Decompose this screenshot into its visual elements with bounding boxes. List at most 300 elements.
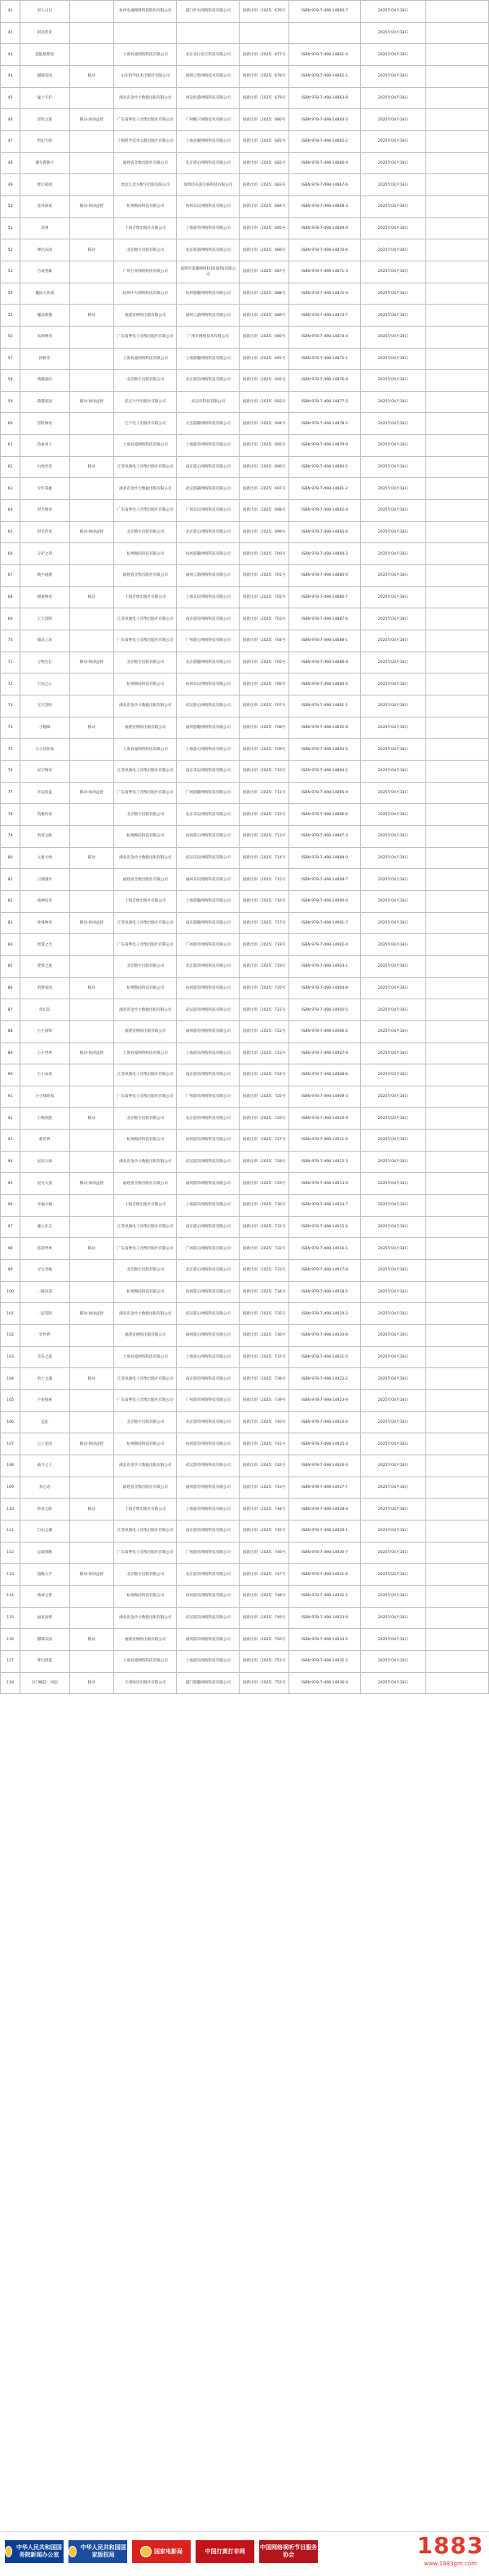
change-note-cell [425, 435, 488, 457]
game-type-cell: 移动 [69, 1238, 114, 1260]
publisher-cell: 广州万青网络科技有限公司 [114, 261, 177, 283]
operator-cell: 北京游乐网络科技有限公司 [177, 1564, 240, 1586]
operator-cell: 北京游奇网络科技有限公司 [177, 955, 240, 977]
operator-cell: 上海游奇网络科技有限公司 [177, 217, 240, 239]
approval-date-cell: 2025年04月18日 [361, 1064, 426, 1086]
isbn-number-cell: ISBN 978-7-498-14921-5 [289, 1346, 360, 1368]
isbn-number-cell: ISBN 978-7-498-14881-2 [289, 478, 360, 500]
row-number-cell: 50 [1, 195, 20, 217]
approval-number-cell: 国新出审〔2025〕738号 [240, 1368, 289, 1390]
row-number-cell: 103 [1, 1346, 20, 1368]
approval-date-cell: 2025年04月18日 [361, 999, 426, 1021]
row-number-cell: 62 [1, 456, 20, 478]
table-row [1, 1108, 489, 1130]
game-name-cell: 时光传说 [20, 521, 69, 543]
approval-date-cell: 2025年04月18日 [361, 44, 426, 66]
change-note-cell [425, 1260, 488, 1282]
row-number-cell: 61 [1, 435, 20, 457]
approval-date-cell: 2025年04月18日 [361, 217, 426, 239]
isbn-number-cell: ISBN 978-7-498-14873-7 [289, 305, 360, 327]
row-number-cell: 60 [1, 413, 20, 435]
game-type-cell [69, 565, 114, 587]
operator-cell: 北京乐玩网络科技有限公司 [177, 804, 240, 826]
change-note-cell [425, 109, 488, 131]
approval-number-cell: 国新出审〔2025〕717号 [240, 912, 289, 934]
approval-number-cell: 国新出审〔2025〕694号 [240, 413, 289, 435]
approval-number-cell: 国新出审〔2025〕701号 [240, 565, 289, 587]
game-name-cell: 魔法师猫 [20, 305, 69, 327]
approval-number-cell: 国新出审〔2025〕734号 [240, 1281, 289, 1303]
approval-date-cell: 2025年04月18日 [361, 739, 426, 761]
game-name-cell: 冒险物语 [20, 413, 69, 435]
game-type-cell [69, 1, 114, 23]
approval-number-cell: 国新出审〔2025〕712号 [240, 804, 289, 826]
game-name-cell: 双人日记 [20, 1, 69, 23]
row-number-cell: 115 [1, 1607, 20, 1629]
row-number-cell: 67 [1, 565, 20, 587]
game-name-cell: 宗门崛起：风起 [20, 1672, 69, 1694]
publisher-cell: 杭州数码科技有限公司 [114, 825, 177, 847]
change-note-cell [425, 739, 488, 761]
game-name-cell: 阿达传奇 [20, 22, 69, 44]
row-number-cell: 81 [1, 869, 20, 891]
change-note-cell [425, 1064, 488, 1086]
game-type-cell [69, 955, 114, 977]
approval-date-cell: 2025年04月18日 [361, 87, 426, 109]
video-service-logo[interactable]: 中国网络视听节目服务协会 [259, 2540, 318, 2563]
game-name-cell: 魔法大作战 [20, 283, 69, 305]
row-number-cell: 93 [1, 1130, 20, 1152]
change-note-cell [425, 717, 488, 739]
change-note-cell [425, 1520, 488, 1542]
table-row [1, 1607, 489, 1629]
publisher-cell: 江苏凤凰电子音像出版社有限公司 [114, 912, 177, 934]
change-note-cell [425, 847, 488, 869]
row-number-cell: 59 [1, 391, 20, 413]
operator-cell: 福州游奇网络科技有限公司 [177, 1477, 240, 1499]
table-row [1, 1020, 489, 1042]
approval-date-cell: 2025年04月18日 [361, 1195, 426, 1217]
table-row [1, 955, 489, 977]
row-number-cell: 116 [1, 1629, 20, 1651]
approval-date-cell: 2025年04月18日 [361, 1585, 426, 1607]
table-row [1, 847, 489, 869]
game-name-cell: 福星高照 [20, 1607, 69, 1629]
isbn-number-cell: ISBN 978-7-498-14871-3 [289, 261, 360, 283]
publisher-cell: 北京数字出版有限公司 [114, 370, 177, 392]
publisher-cell: 杭州电魂网络科技股份有限公司 [114, 1, 177, 23]
approval-number-cell: 国新出审〔2025〕693号 [240, 391, 289, 413]
row-number-cell: 113 [1, 1564, 20, 1586]
anti-pornography-logo[interactable]: 中国打黄打非网 [196, 2540, 254, 2563]
table-row [1, 1629, 489, 1651]
operator-cell: 福州云游网络科技有限公司 [177, 565, 240, 587]
table-row [1, 1151, 489, 1173]
game-type-cell: 移动 [69, 305, 114, 327]
approval-date-cell: 2025年04月18日 [361, 152, 426, 174]
game-type-cell [69, 130, 114, 152]
row-number-cell: 65 [1, 521, 20, 543]
approval-number-cell: 国新出审〔2025〕684号 [240, 195, 289, 217]
row-number-cell: 51 [1, 217, 20, 239]
game-type-cell [69, 1086, 114, 1108]
operator-cell: 北京游心网络科技有限公司 [177, 152, 240, 174]
table-row [1, 1542, 489, 1564]
operator-cell: 上海游趣网络科技有限公司 [177, 348, 240, 370]
row-number-cell: 72 [1, 674, 20, 696]
game-type-cell: 移动 [69, 65, 114, 87]
approval-number-cell: 国新出审〔2025〕739号 [240, 1390, 289, 1412]
site-brand-logo[interactable] [412, 2532, 489, 2576]
approval-date-cell: 2025年04月18日 [361, 1672, 426, 1694]
isbn-number-cell: ISBN 978-7-498-14904-8 [289, 977, 360, 999]
approval-date-cell: 2025年04月18日 [361, 1042, 426, 1064]
approval-date-cell: 2025年04月18日 [361, 782, 426, 804]
approval-number-cell: 国新出审〔2025〕703号 [240, 608, 289, 630]
table-row [1, 283, 489, 305]
operator-cell: 广州乐玩网络科技有限公司 [177, 500, 240, 522]
isbn-number-cell: ISBN 978-7-498-14899-7 [289, 869, 360, 891]
publisher-cell: 福建省音像出版社有限公司 [114, 1173, 177, 1195]
operator-cell: 杭州游心网络科技有限公司 [177, 825, 240, 847]
approval-date-cell: 2025年04月18日 [361, 1499, 426, 1521]
isbn-number-cell: ISBN 978-7-498-14925-3 [289, 1433, 360, 1455]
change-note-cell [425, 869, 488, 891]
game-type-cell: 移动 [69, 1499, 114, 1521]
table-row [1, 565, 489, 587]
publisher-cell: 江苏凤凰电子音像出版社有限公司 [114, 1368, 177, 1390]
change-note-cell [425, 1650, 488, 1672]
approval-date-cell: 2025年04月18日 [361, 912, 426, 934]
operator-cell: 北京游心网络科技有限公司 [177, 521, 240, 543]
game-type-cell [69, 934, 114, 956]
change-note-cell [425, 1672, 488, 1694]
table-row [1, 1520, 489, 1542]
table-row [1, 782, 489, 804]
approval-date-cell: 2025年04月18日 [361, 391, 426, 413]
table-row [1, 674, 489, 696]
approval-number-cell: 国新出审〔2025〕749号 [240, 1607, 289, 1629]
row-number-cell: 107 [1, 1433, 20, 1455]
approval-number-cell: 国新出审〔2025〕729号 [240, 1173, 289, 1195]
publisher-cell: 江苏凤凰电子音像出版社有限公司 [114, 1064, 177, 1086]
operator-cell: 大连游趣网络科技有限公司 [177, 413, 240, 435]
isbn-number-cell: ISBN 978-7-498-14935-2 [289, 1650, 360, 1672]
table-row [1, 696, 489, 718]
operator-cell: 北京游乐网络科技有限公司 [177, 370, 240, 392]
isbn-number-cell: ISBN 978-7-498-14923-9 [289, 1390, 360, 1412]
table-row [1, 630, 489, 652]
publisher-cell: 广东南粤电子音像出版社有限公司 [114, 934, 177, 956]
approval-date-cell: 2025年04月18日 [361, 760, 426, 782]
isbn-number-cell: ISBN 978-7-498-14890-4 [289, 674, 360, 696]
game-name-cell: 清州 [20, 217, 69, 239]
table-row [1, 305, 489, 327]
game-name-cell: 雄心壮志 [20, 1216, 69, 1238]
approval-number-cell: 国新出审〔2025〕677号 [240, 44, 289, 66]
isbn-number-cell: ISBN 978-7-498-14920-8 [289, 1325, 360, 1347]
game-name-cell: 一起冒险 [20, 1303, 69, 1325]
game-type-cell [69, 174, 114, 196]
operator-cell: 广州游奇网络科技有限公司 [177, 1390, 240, 1412]
row-number-cell: 75 [1, 739, 20, 761]
approval-number-cell: 国新出审〔2025〕697号 [240, 478, 289, 500]
approval-date-cell: 2025年04月18日 [361, 1520, 426, 1542]
table-row [1, 326, 489, 348]
operator-cell: 南京游趣网络科技有限公司 [177, 912, 240, 934]
approval-number-cell: 国新出审〔2025〕748号 [240, 1585, 289, 1607]
game-name-cell: 贵妃大师 [20, 130, 69, 152]
operator-cell: 上海游心网络科技有限公司 [177, 1346, 240, 1368]
isbn-number-cell: ISBN 978-7-498-14882-9 [289, 500, 360, 522]
approval-number-cell: 国新出审〔2025〕752号 [240, 1672, 289, 1694]
approval-date-cell: 2025年04月18日 [361, 435, 426, 457]
row-number-cell: 79 [1, 825, 20, 847]
operator-cell: 武汉游心网络科技有限公司 [177, 696, 240, 718]
operator-cell: 杭州游心网络科技有限公司 [177, 1281, 240, 1303]
table-row [1, 130, 489, 152]
isbn-number-cell: ISBN 978-7-498-14906-2 [289, 1020, 360, 1042]
approval-date-cell: 2025年04月18日 [361, 1303, 426, 1325]
row-number-cell: 118 [1, 1672, 20, 1694]
approval-number-cell: 国新出审〔2025〕747号 [240, 1564, 289, 1586]
row-number-cell: 88 [1, 1020, 20, 1042]
change-note-cell [425, 1108, 488, 1130]
game-name-cell: 珍珠物语 [20, 912, 69, 934]
copyright-admin-logo[interactable]: 中华人民共和国国家版权局 [68, 2540, 127, 2563]
isbn-number-cell: ISBN 978-7-498-14885-0 [289, 565, 360, 587]
game-type-cell: 移动-休闲益智 [69, 1173, 114, 1195]
game-type-cell [69, 1195, 114, 1217]
row-number-cell: 42 [1, 22, 20, 44]
publisher-cell: 杭州数码科技有限公司 [114, 674, 177, 696]
operator-cell: 武汉游趣网络科技有限公司 [177, 478, 240, 500]
operator-cell: 南京乐玩网络科技有限公司 [177, 760, 240, 782]
game-name-cell: 山海异兽 [20, 456, 69, 478]
isbn-number-cell: ISBN 978-7-498-14918-5 [289, 1281, 360, 1303]
approval-number-cell: 国新出审〔2025〕740号 [240, 1411, 289, 1433]
table-row [1, 1390, 489, 1412]
isbn-number-cell: ISBN 978-7-498-14865-2 [289, 130, 360, 152]
approval-date-cell: 2025年04月18日 [361, 955, 426, 977]
row-number-cell: 55 [1, 305, 20, 327]
row-number-cell: 47 [1, 130, 20, 152]
isbn-number-cell: ISBN 978-7-498-14864-5 [289, 109, 360, 131]
operator-cell: 北京游心网络科技有限公司 [177, 1260, 240, 1282]
publisher-cell: 广东南粤电子音像出版社有限公司 [114, 1542, 177, 1564]
change-note-cell [425, 1325, 488, 1347]
game-name-cell: 猫咪乐园 [20, 1629, 69, 1651]
game-type-cell [69, 696, 114, 718]
change-note-cell [425, 934, 488, 956]
table-row [1, 1086, 489, 1108]
table-row [1, 391, 489, 413]
change-note-cell [425, 782, 488, 804]
change-note-cell [425, 305, 488, 327]
approval-date-cell: 2025年04月18日 [361, 869, 426, 891]
game-name-cell: 合成英雄 [20, 261, 69, 283]
publisher-cell: 北京数字出版有限公司 [114, 1411, 177, 1433]
approval-date-cell: 2025年04月18日 [361, 456, 426, 478]
game-type-cell: 移动-休闲益智 [69, 109, 114, 131]
game-name-cell: 音乐之旅 [20, 1346, 69, 1368]
change-note-cell [425, 1130, 488, 1152]
table-row [1, 44, 489, 66]
isbn-number-cell: ISBN 978-7-498-14928-4 [289, 1499, 360, 1521]
game-name-cell: 自由之翼 [20, 1520, 69, 1542]
isbn-number-cell: ISBN 978-7-498-14875-1 [289, 348, 360, 370]
approval-number-cell: 国新出审〔2025〕750号 [240, 1629, 289, 1651]
game-type-cell [69, 261, 114, 283]
approval-date-cell: 2025年04月18日 [361, 1368, 426, 1390]
table-row [1, 608, 489, 630]
publisher-cell: 上海育凌网络科技有限公司 [114, 435, 177, 457]
operator-cell: 南京游心网络科技有限公司 [177, 456, 240, 478]
game-name-cell: 星空物语 [20, 760, 69, 782]
approval-number-cell: 国新出审〔2025〕683号 [240, 174, 289, 196]
publisher-cell: 北京数字出版有限公司 [114, 1260, 177, 1282]
table-row [1, 435, 489, 457]
approval-number-cell: 国新出审〔2025〕731号 [240, 1216, 289, 1238]
game-type-cell: 移动-休闲益智 [69, 195, 114, 217]
change-note-cell [425, 1564, 488, 1586]
table-row [1, 543, 489, 565]
film-admin-logo[interactable]: 国家电影局 [132, 2540, 191, 2563]
table-row [1, 217, 489, 239]
table-row [1, 174, 489, 196]
operator-cell: 南京游乐网络科技有限公司 [177, 1520, 240, 1542]
publisher-cell: 福建省网络出版有限公司 [114, 717, 177, 739]
change-note-cell [425, 261, 488, 283]
table-row [1, 478, 489, 500]
row-number-cell: 99 [1, 1260, 20, 1282]
table-row [1, 239, 489, 261]
isbn-number-cell: ISBN 978-7-498-14903-1 [289, 955, 360, 977]
isbn-number-cell: ISBN 978-7-498-14908-6 [289, 1064, 360, 1086]
approval-number-cell: 国新出审〔2025〕726号 [240, 1108, 289, 1130]
game-name-cell: 勇士之魂 [20, 1368, 69, 1390]
game-name-cell: 小猫咪 [20, 717, 69, 739]
game-name-cell: 守护之剑 [20, 543, 69, 565]
change-note-cell [425, 696, 488, 718]
publisher-cell: 湖北省金沙大数据出版有限公司 [114, 1303, 177, 1325]
approval-number-cell: 国新出审〔2025〕699号 [240, 521, 289, 543]
game-type-cell [69, 1020, 114, 1042]
publisher-cell: 北京数字出版有限公司 [114, 652, 177, 674]
publisher-cell: 上海育凌网络科技有限公司 [114, 1346, 177, 1368]
game-type-cell [69, 999, 114, 1021]
game-name-cell: 宇宙探索 [20, 1390, 69, 1412]
row-number-cell: 57 [1, 348, 20, 370]
game-name-cell: 幸福小镇 [20, 1195, 69, 1217]
operator-cell: 武汉游心网络科技有限公司 [177, 1303, 240, 1325]
isbn-number-cell: ISBN 978-7-498-14887-4 [289, 608, 360, 630]
row-number-cell: 108 [1, 1455, 20, 1477]
row-number-cell: 85 [1, 955, 20, 977]
table-row [1, 739, 489, 761]
isbn-number-cell: ISBN 978-7-498-14907-9 [289, 1042, 360, 1064]
game-name-cell: 星光大道 [20, 1173, 69, 1195]
game-type-cell [69, 1585, 114, 1607]
operator-cell: 南京游奇网络科技有限公司 [177, 1368, 240, 1390]
approval-number-cell: 国新出审〔2025〕725号 [240, 1086, 289, 1108]
approval-date-cell: 2025年04月18日 [361, 500, 426, 522]
change-note-cell [425, 239, 488, 261]
approval-number-cell: 国新出审〔2025〕686号 [240, 239, 289, 261]
game-type-cell [69, 478, 114, 500]
row-number-cell: 97 [1, 1216, 20, 1238]
isbn-number-cell: ISBN 978-7-498-14894-2 [289, 760, 360, 782]
change-note-cell [425, 500, 488, 522]
game-name-cell: 云上花园 [20, 1433, 69, 1455]
table-row [1, 109, 489, 131]
row-number-cell: 41 [1, 1, 20, 23]
row-number-cell: 105 [1, 1390, 20, 1412]
game-type-cell: 移动 [69, 1368, 114, 1390]
isbn-number-cell: ISBN 978-7-498-14866-9 [289, 152, 360, 174]
operator-cell [177, 22, 240, 44]
approval-date-cell: 2025年04月18日 [361, 370, 426, 392]
change-note-cell [425, 370, 488, 392]
publisher-cell: 上海育凌网络科技有限公司 [114, 1650, 177, 1672]
publisher-cell: 杭州数码科技有限公司 [114, 1281, 177, 1303]
approval-number-cell: 国新出审〔2025〕713号 [240, 825, 289, 847]
publisher-cell: 上海音像出版社有限公司 [114, 1195, 177, 1217]
approval-number-cell: 国新出审〔2025〕751号 [240, 1650, 289, 1672]
operator-cell: 武汉游乐网络科技有限公司 [177, 1607, 240, 1629]
isbn-number-cell: ISBN 978-7-498-14893-5 [289, 739, 360, 761]
change-note-cell [425, 1499, 488, 1521]
game-type-cell [69, 87, 114, 109]
row-number-cell: 80 [1, 847, 20, 869]
game-type-cell: 移动 [69, 1108, 114, 1130]
game-type-cell [69, 674, 114, 696]
game-name-cell: 小小冒险家 [20, 739, 69, 761]
isbn-number-cell: ISBN 978-7-498-14867-6 [289, 174, 360, 196]
isbn-number-cell: ISBN 978-7-498-14874-4 [289, 326, 360, 348]
isbn-number-cell: ISBN 978-7-498-14889-8 [289, 652, 360, 674]
operator-cell: 北京游奇网络科技有限公司 [177, 1411, 240, 1433]
game-name-cell: 超能联想家 [20, 44, 69, 66]
game-name-cell: 萌猫家园 [20, 391, 69, 413]
operator-cell: 广州游心网络科技有限公司 [177, 1238, 240, 1260]
approval-number-cell: 国新出审〔2025〕746号 [240, 1542, 289, 1564]
operator-cell: 广州游乐网络科技有限公司 [177, 1086, 240, 1108]
publisher-cell: 杭州数码科技有限公司 [114, 1130, 177, 1152]
isbn-number-cell: ISBN 978-7-498-14880-5 [289, 456, 360, 478]
approval-date-cell: 2025年04月18日 [361, 1564, 426, 1586]
isbn-number-cell: ISBN 978-7-498-14912-3 [289, 1151, 360, 1173]
isbn-number-cell: ISBN 978-7-498-14934-5 [289, 1629, 360, 1651]
row-number-cell: 82 [1, 890, 20, 912]
national-emblem-icon [68, 2546, 77, 2557]
approval-number-cell: 国新出审〔2025〕733号 [240, 1260, 289, 1282]
row-number-cell: 117 [1, 1650, 20, 1672]
publisher-cell: 福建省音像出版社有限公司 [114, 1477, 177, 1499]
row-number-cell: 64 [1, 500, 20, 522]
approval-date-cell: 2025年04月18日 [361, 825, 426, 847]
game-type-cell [69, 1411, 114, 1433]
isbn-number-cell: ISBN 978-7-498-14870-6 [289, 239, 360, 261]
isbn-number-cell: ISBN 978-7-498-14886-7 [289, 586, 360, 608]
approval-date-cell: 2025年04月18日 [361, 1325, 426, 1347]
state-council-logo[interactable]: 中华人民共和国国务院新闻办公室 [5, 2540, 64, 2563]
approval-date-cell: 2025年04月18日 [361, 261, 426, 283]
row-number-cell: 109 [1, 1477, 20, 1499]
publisher-cell: 天津海洋出版社有限公司 [114, 1672, 177, 1694]
game-name-cell: 炫彩世界 [20, 1238, 69, 1260]
national-emblem-icon [5, 2546, 12, 2557]
